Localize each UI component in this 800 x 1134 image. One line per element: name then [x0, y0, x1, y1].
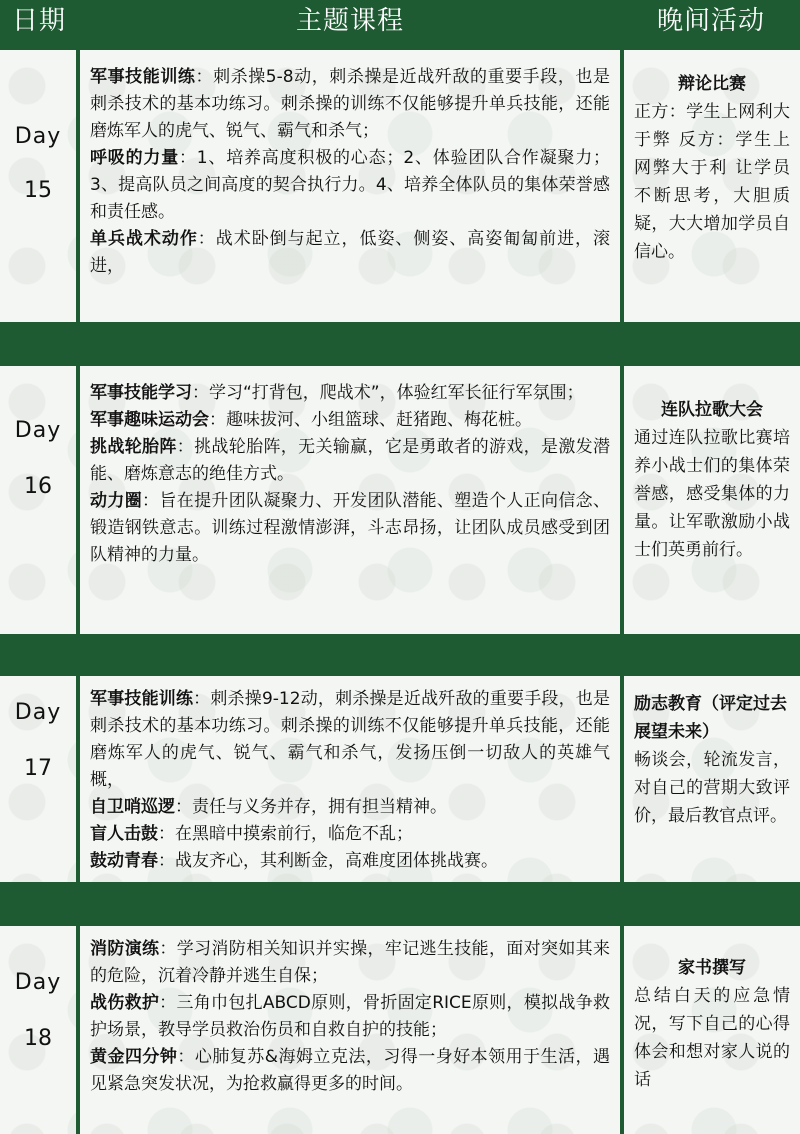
evening-title: 连队拉歌大会 [661, 400, 763, 420]
evening-text: 通过连队拉歌比赛培养小战士们的集体荣誉感，感受集体的力量。让军歌激励小战士们英勇前行。 [634, 428, 790, 560]
evening-cell [624, 676, 800, 882]
evening-title: 辩论比赛 [678, 74, 746, 94]
day-label: Day [14, 418, 62, 443]
course-item: 盲人击鼓：在黑暗中摸索前行，临危不乱； [90, 824, 413, 844]
day-number: 18 [24, 1026, 52, 1051]
course-cell [80, 676, 620, 882]
course-cell [80, 366, 620, 634]
course-item: 挑战轮胎阵：挑战轮胎阵，无关输赢，它是勇敢者的游戏，是激发潜能、磨炼意志的绝佳方式。 [90, 437, 611, 484]
day-cell [0, 50, 76, 322]
day-15-row [0, 50, 800, 322]
day-cell [0, 926, 76, 1134]
course-item: 军事技能训练：刺杀操9-12动，刺杀操是近战歼敌的重要手段，也是刺杀技术的基本功练习。刺杀操的训练不仅能够提升单兵技能，还能磨炼军人的虎气、锐气、霸气和杀气，发扬压倒一切敌人的英雄气概， [90, 689, 611, 790]
evening-cell [624, 366, 800, 634]
day-number: 16 [24, 474, 52, 499]
table-header [0, 0, 800, 46]
course-item: 呼吸的力量：1、培养高度积极的心态；2、体验团队合作凝聚力；3、提高队员之间高度的契合执行力。4、培养全体队员的集体荣誉感和责任感。 [90, 148, 610, 222]
day-label: Day [14, 700, 62, 725]
day-18-row [0, 926, 800, 1134]
course-item: 鼓动青春：战友齐心，其利断金，高难度团体挑战赛。 [90, 851, 498, 871]
day-label: Day [14, 970, 62, 995]
evening-title: 励志教育（评定过去展望未来） [634, 694, 787, 742]
day-label: Day [14, 124, 62, 149]
evening-text: 畅谈会，轮流发言，对自己的营期大致评价，最后教官点评。 [634, 750, 790, 826]
header-course: 主题课程 [295, 6, 404, 36]
course-cell [80, 50, 620, 322]
evening-text: 总结白天的应急情况，写下自己的心得体会和想对家人说的话 [634, 986, 790, 1090]
course-cell [80, 926, 620, 1134]
day-number: 15 [24, 178, 52, 203]
header-date: 日期 [11, 6, 66, 36]
day-17-row [0, 676, 800, 882]
day-cell [0, 676, 76, 882]
course-item: 军事趣味运动会：趣味拔河、小组篮球、赶猪跑、梅花桩。 [90, 410, 532, 430]
evening-title: 家书撰写 [678, 958, 746, 978]
course-item: 单兵战术动作：战术卧倒与起立，低姿、侧姿、高姿匍匐前进，滚进， [90, 229, 611, 276]
course-item: 军事技能训练：刺杀操5-8动，刺杀操是近战歼敌的重要手段，也是刺杀技术的基本功练习。刺杀操的训练不仅能够提升单兵技能，还能磨炼军人的虎气、锐气、霸气和杀气； [90, 67, 611, 141]
course-item: 战伤救护：三角巾包扎ABCD原则，骨折固定RICE原则，模拟战争救护场景，教导学员救治伤员和自救自护的技能； [90, 993, 611, 1040]
evening-cell [624, 50, 800, 322]
evening-text: 正方：学生上网利大于弊 反方：学生上网弊大于利 让学员不断思考，大胆质疑，大大增加学员自信心。 [634, 102, 790, 262]
course-item: 消防演练：学习消防相关知识并实操，牢记逃生技能，面对突如其来的危险，沉着冷静并逃生自保； [90, 939, 611, 986]
evening-cell [624, 926, 800, 1134]
course-item: 军事技能学习：学习“打背包，爬战术”，体验红军长征行军氛围； [90, 383, 584, 403]
course-item: 动力圈：旨在提升团队凝聚力、开发团队潜能、塑造个人正向信念、锻造钢铁意志。训练过程激情澎湃，斗志昂扬，让团队成员感受到团队精神的力量。 [90, 491, 611, 565]
day-16-row [0, 366, 800, 634]
course-item: 自卫哨巡逻：责任与义务并存，拥有担当精神。 [90, 797, 447, 817]
day-cell [0, 366, 76, 634]
day-number: 17 [24, 756, 52, 781]
course-item: 黄金四分钟：心肺复苏&海姆立克法，习得一身好本领用于生活，遇见紧急突发状况，为抢救赢得更多的时间。 [90, 1047, 610, 1094]
header-evening: 晚间活动 [656, 6, 765, 36]
